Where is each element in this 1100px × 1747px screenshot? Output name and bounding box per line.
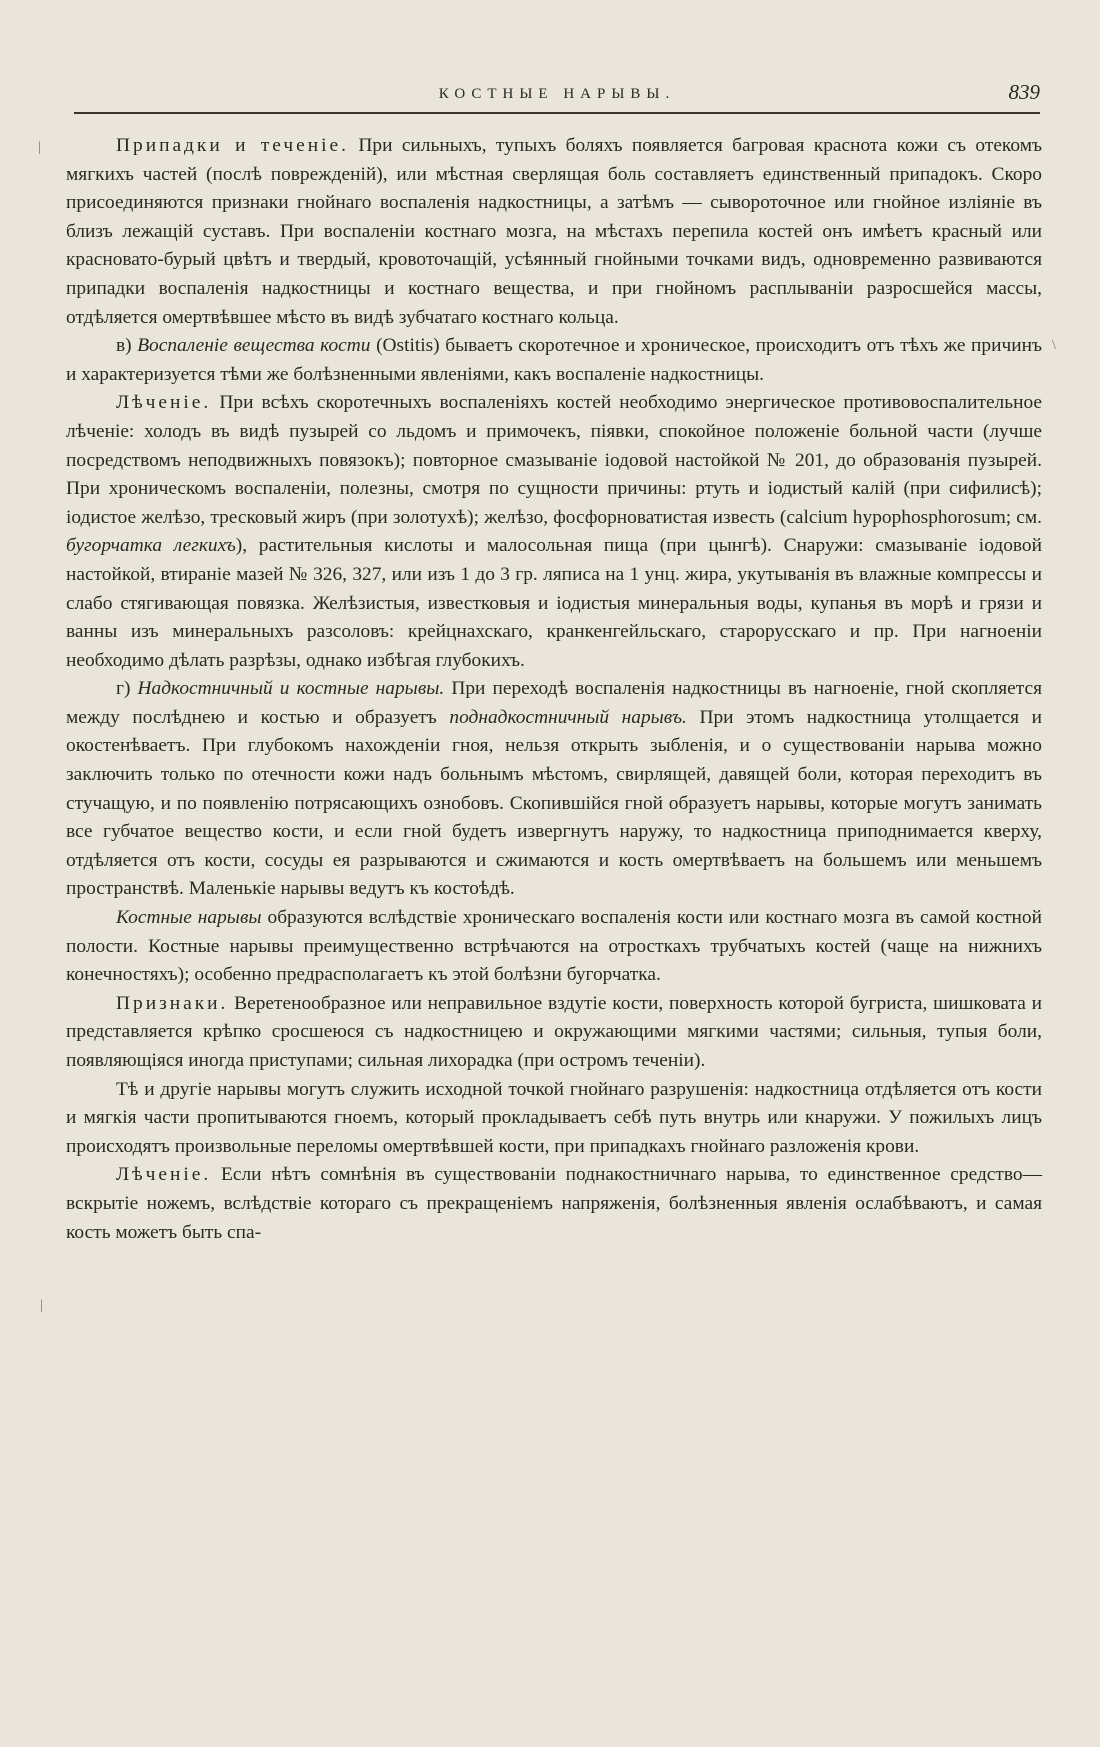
paragraph: [66, 675, 1042, 904]
margin-pencil-mark: \: [1052, 338, 1056, 353]
text-run: поднадкостничный нарывъ.: [449, 706, 687, 728]
text-run: При сильныхъ, тупыхъ боляхъ появляется багровая краснота кожи съ отекомъ мягкихъ частей (послѣ поврежденій), или мѣстная сверлящая боль составляетъ единственный припадокъ. Скоро присоединяются признаки гнойнаго воспаленія надкостницы, а затѣмъ — сывороточное или гнойное изліяніе въ близъ лежащій суставъ. При воспаленіи костнаго мозга, на мѣстахъ перепила костей онъ имѣетъ красный или красновато-бурый цвѣтъ и твердый, кровоточащій, усѣянный гнойными точками видъ, одновременно развиваются припадки воспаленія надкостницы и костнаго вещества, и при гнойномъ расплываніи разросшейся массы, отдѣляется омертвѣвшее мѣсто въ видѣ зубчатаго костнаго кольца.: [66, 135, 1042, 328]
text-run: г): [116, 678, 138, 700]
paragraph: [66, 1076, 1042, 1162]
text-run: в): [116, 335, 138, 357]
text-run: Припадки и теченіе.: [116, 135, 350, 156]
text-run: ), растительныя кислоты и малосольная пища (при цынгѣ). Снаружи: смазываніе іодовой настойкой, втираніе мазей № 326, 327, или изъ 1 до 3 гр. ляписа на 1 унц. жира, укутыванія въ влажные компрессы и слабо стягивающая повязка. Желѣзистыя, известковыя и іодистыя минеральныя воды, купанья въ морѣ и грязи и ванны изъ минеральныхъ разсоловъ: крейцнахскаго, кранкенгейльскаго, старорусскаго и пр. При нагноеніи необходимо дѣлать разрѣзы, однако избѣгая глубокихъ.: [66, 535, 1042, 671]
text-run: Веретенообразное или неправильное вздутіе кости, поверхность которой бугриста, шишковата и представляется крѣпко сросшеюся съ надкостницею и окружающими мягкими частями; сильныя, тупыя боли, появляющіяся иногда приступами; сильная лихорадка (при остромъ теченіи).: [66, 992, 1042, 1071]
text-run: образуются вслѣдствіе хроническаго воспаленія кости или костнаго мозга въ самой костной полости. Костные нарывы преимущественно встрѣчаются на отросткахъ трубчатыхъ костей (чаще на нижнихъ конечностяхъ); особенно предрасполагаетъ къ этой болѣзни бугорчатка.: [66, 907, 1042, 986]
text-run: Лѣченіе.: [116, 1164, 212, 1186]
text-run: Если нѣтъ сомнѣнія въ существованіи поднакостничнаго нарыва, то единственное средство—вскрытіе ножемъ, вслѣдствіе котораго съ прекращеніемъ напряженія, болѣзненныя явленія ослабѣваютъ, и самая кость можетъ быть спа-: [66, 1164, 1042, 1243]
paragraph: [66, 1161, 1042, 1247]
text-run: При переходѣ воспаленія надкостницы въ нагноеніе, гной скопляется между послѣднею и костью и образуетъ: [66, 678, 1042, 728]
text-run: (Ostitis) бываетъ скоротечное и хроническое, происходитъ отъ тѣхъ же причинъ и характеризуется тѣми же болѣзненными явленіями, какъ воспаленіе надкостницы.: [66, 335, 1042, 385]
text-run: бугорчатка легкихъ: [66, 535, 236, 557]
paragraph: [66, 389, 1042, 675]
paragraph: [66, 132, 1042, 332]
text-run: Тѣ и другіе нарывы могутъ служить исходной точкой гнойнаго разрушенія: надкостница отдѣляется отъ кости и мягкія части пропитываются гноемъ, который прокладываетъ себѣ путь внутрь или кнаружи. У пожилыхъ лицъ происходятъ произвольные переломы омертвѣвшей кости, при припадкахъ гнойнаго разложенія крови.: [66, 1078, 1042, 1157]
text-run: Костные нарывы: [116, 907, 262, 929]
text-run: При всѣхъ скоротечныхъ воспаленіяхъ костей необходимо энергическое противовоспалительное лѣченіе: холодъ въ видѣ пузырей со льдомъ и примочекъ, піявки, спокойное положеніе больной части (лучше посредствомъ неподвижныхъ повязокъ); повторное смазываніе іодовой настойкой № 201, до образованія пузырей. При хроническомъ воспаленіи, полезны, смотря по сущности причины: ртуть и іодистый калій (при сифилисѣ); іодистое желѣзо, тресковый жиръ (при золотухѣ); желѣзо, фосфорноватистая известь (calcium hypophosphorosum; см.: [66, 392, 1042, 528]
text-run: При этомъ надкостница утолщается и окостенѣваетъ. При глубокомъ нахожденіи гноя, нельзя открыть зыбленія, и о существованіи нарыва можно заключить только по отечности кожи надъ больнымъ мѣстомъ, свирлящей, давящей боли, которая переходитъ въ стучащую, и по появленію потрясающихъ ознобовъ. Скопившійся гной образуетъ нарывы, которые могутъ занимать все губчатое вещество кости, и если гной будетъ извергнутъ наружу, то надкостница приподнимается кверху, отдѣляется отъ кости, сосуды ея разрываются и сжимаются и кость омертвѣваетъ на большемъ или меньшемъ пространствѣ. Маленькіе нарывы ведутъ къ костоѣдѣ.: [66, 706, 1043, 900]
paragraph: [66, 904, 1042, 990]
page-number: 839: [1008, 80, 1040, 104]
running-title: КОСТНЫЕ НАРЫВЫ.: [438, 86, 676, 102]
header-rule: [74, 112, 1040, 114]
page-header: [74, 80, 1040, 114]
paragraph: [66, 990, 1042, 1076]
paragraph: [66, 332, 1042, 389]
margin-pencil-mark: |: [38, 140, 41, 155]
body-text: [66, 132, 1042, 1247]
margin-pencil-mark: |: [40, 1298, 43, 1313]
text-run: Воспаленіе вещества кости: [137, 335, 371, 357]
text-run: Надкостничный и костные нарывы.: [137, 678, 445, 700]
text-run: Признаки.: [116, 992, 229, 1014]
text-run: Лѣченіе.: [116, 392, 212, 414]
